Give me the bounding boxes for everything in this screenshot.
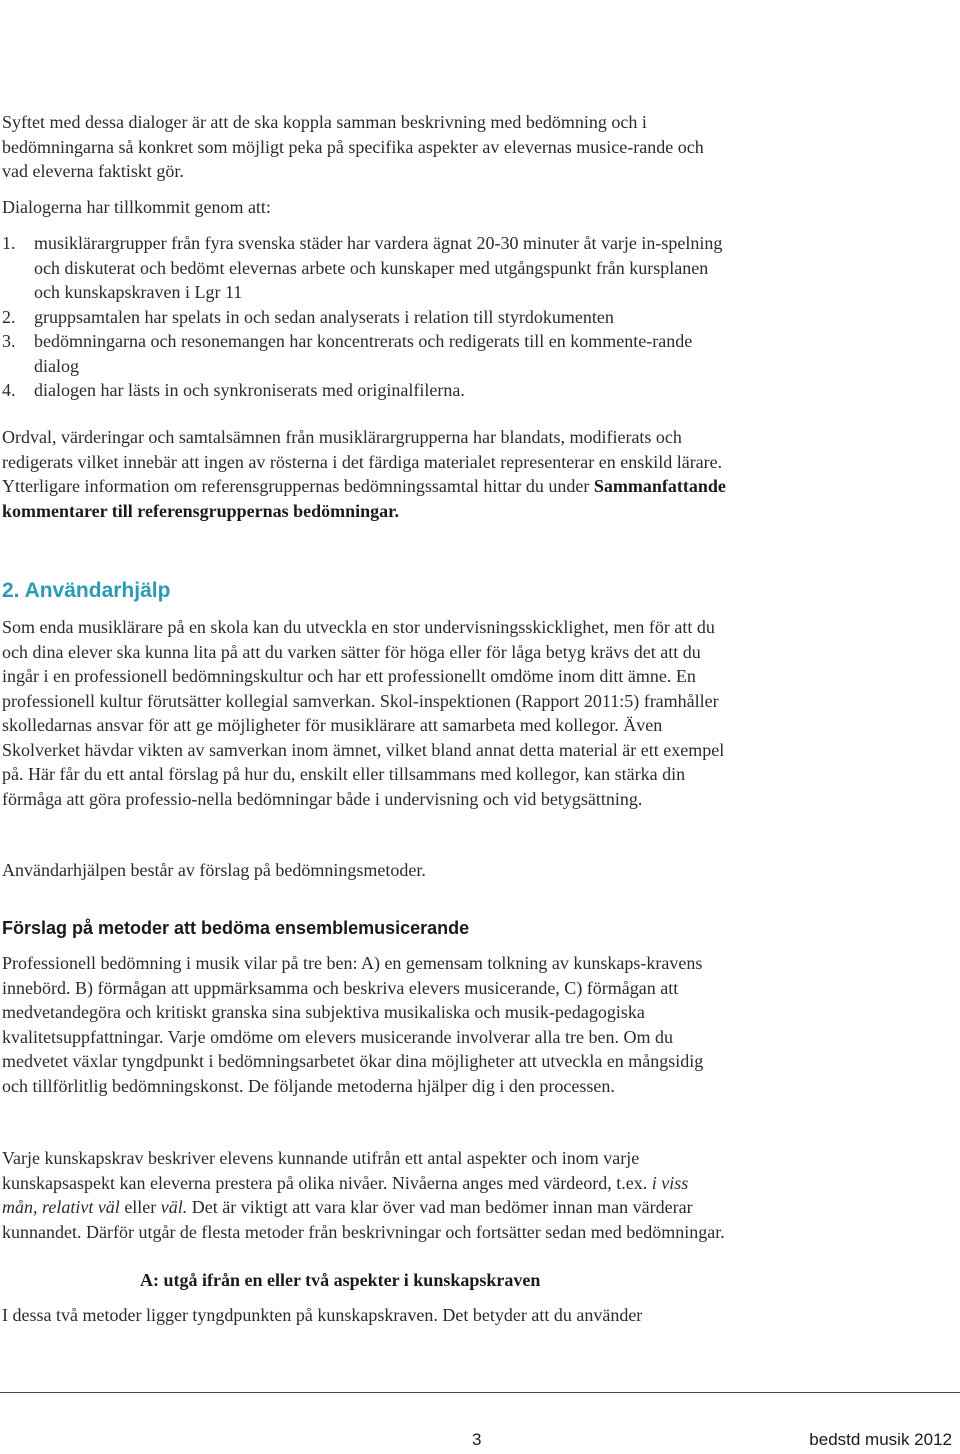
page-number: 3: [472, 1430, 482, 1449]
section2-paragraph-2: Användarhjälpen består av förslag på bedömningsmetoder.: [2, 860, 426, 880]
section2-paragraph-1: Som enda musiklärare på en skola kan du utveckla en stor undervisningsskicklighet, men för att du och dina elever ska kunna lita på att du varken sätter för höga eller för låga betyg krävs det att du ingår i en professionell bedömningskultur och har ett professionellt omdöme inom ditt ämne. En professionell kultur förutsätter kollegial samverkan. Skol-inspektionen (Rapport 2011:5) framhåller skolledarnas ansvar för att ge möjligheter för musiklärare att samarbeta med kollegor. Även Skolverket hävdar vikten av samverkan inom ämnet, vilket bland annat detta material är ett exempel på. Här får du ett antal förslag på hur du, enskilt eller tillsammans med kollegor, kan stärka din förmåga att göra professio-nella bedömningar både i undervisning och vid betygsättning.: [2, 617, 725, 809]
footer-divider: [0, 1392, 960, 1393]
intro-lead: Dialogerna har tillkommit genom att:: [2, 197, 271, 217]
methods-p2-mid: eller: [119, 1197, 161, 1217]
footer-brand: bedstd musik 2012: [809, 1430, 952, 1449]
step-number: 2.: [2, 306, 16, 327]
methods-paragraph-2: [2, 1146, 727, 1244]
section-heading-anvandarhjalp: 2. Användarhjälp: [2, 579, 171, 602]
methods-p2-italic-2: väl.: [160, 1197, 188, 1217]
step-number: 4.: [2, 380, 16, 400]
step-number: 3.: [2, 331, 16, 351]
methods-p2-start: Varje kunskapskrav beskriver elevens kunnande utifrån ett antal aspekter och inom varje kunskapsaspekt kan eleverna prestera på olika nivåer. Nivåerna anges med värdeord, t.ex.: [2, 1148, 652, 1193]
ordval-paragraph: [2, 425, 727, 523]
methods-paragraph-3: I dessa två metoder ligger tyngdpunkten på kunskapskraven. Det betyder att du använder: [2, 1305, 643, 1325]
step-text: gruppsamtalen har spelats in och sedan analyserats i relation till styrdokumenten: [34, 306, 614, 327]
ordval-text: Ordval, värderingar och samtalsämnen från musiklärargrupperna har blandats, modifierats och redigerats vilket innebär att ingen av rösterna i det färdiga materialet representerar en enskild lärare. Ytterligare information om referensgruppernas bedömningssamtal hittar du under: [2, 427, 723, 496]
methods-heading: Förslag på metoder att bedöma ensemblemusicerande: [2, 918, 470, 938]
list-item: [2, 329, 737, 378]
list-item: [2, 305, 737, 330]
methods-p2-italic-1: i viss mån, relativt väl: [2, 1172, 689, 1217]
ordval-reference: Sammanfattande kommentarer till referensgruppernas bedömningar.: [2, 476, 726, 521]
step-text: bedömningarna och resonemangen har koncentrerats och redigerats till en kommente-rande dialog: [34, 331, 693, 376]
step-text: musiklärargrupper från fyra svenska städer har vardera ägnat 20-30 minuter åt varje in-spelning och diskuterat och bedömt elevernas arbete och kunskaper med utgångspunkt från kursplanen och kunskapskraven i Lgr 11: [34, 233, 723, 302]
list-item: [2, 378, 737, 403]
step-number: 1.: [2, 233, 16, 253]
intro-purpose: Syftet med dessa dialoger är att de ska koppla samman beskrivning med bedömning och i bedömningarna så konkret som möjligt peka på specifika aspekter av elevernas musice-rande och vad eleverna faktiskt gör.: [2, 112, 704, 181]
methods-subheading: A: utgå ifrån en eller två aspekter i kunskapskraven: [140, 1270, 541, 1290]
step-text: dialogen har lästs in och synkroniserats med originalfilerna.: [34, 380, 465, 400]
steps-list: [2, 231, 737, 403]
methods-paragraph-1: Professionell bedömning i musik vilar på tre ben: A) en gemensam tolkning av kunskaps-kravens innebörd. B) förmågan att uppmärksamma och beskriva elevers musicerande, C) förmågan att medvetandegöra och kritiskt granska sina subjektiva musikaliska och musik-pedagogiska kvalitetsuppfattningar. Varje omdöme om elevers musicerande involverar alla tre ben. Om du medvetet växlar tyngdpunkt i bedömningsarbetet ökar dina möjligheter att utveckla en mångsidig och tillförlitlig bedömningskonst. De följande metoderna hjälper dig i den processen.: [2, 953, 704, 1096]
list-item: [2, 231, 737, 305]
methods-p2-end: Det är viktigt att vara klar över vad man bedömer innan man värderar kunnandet. Därför utgår de flesta metoder från beskrivningar och fortsätter sedan med bedömningar.: [2, 1197, 725, 1242]
